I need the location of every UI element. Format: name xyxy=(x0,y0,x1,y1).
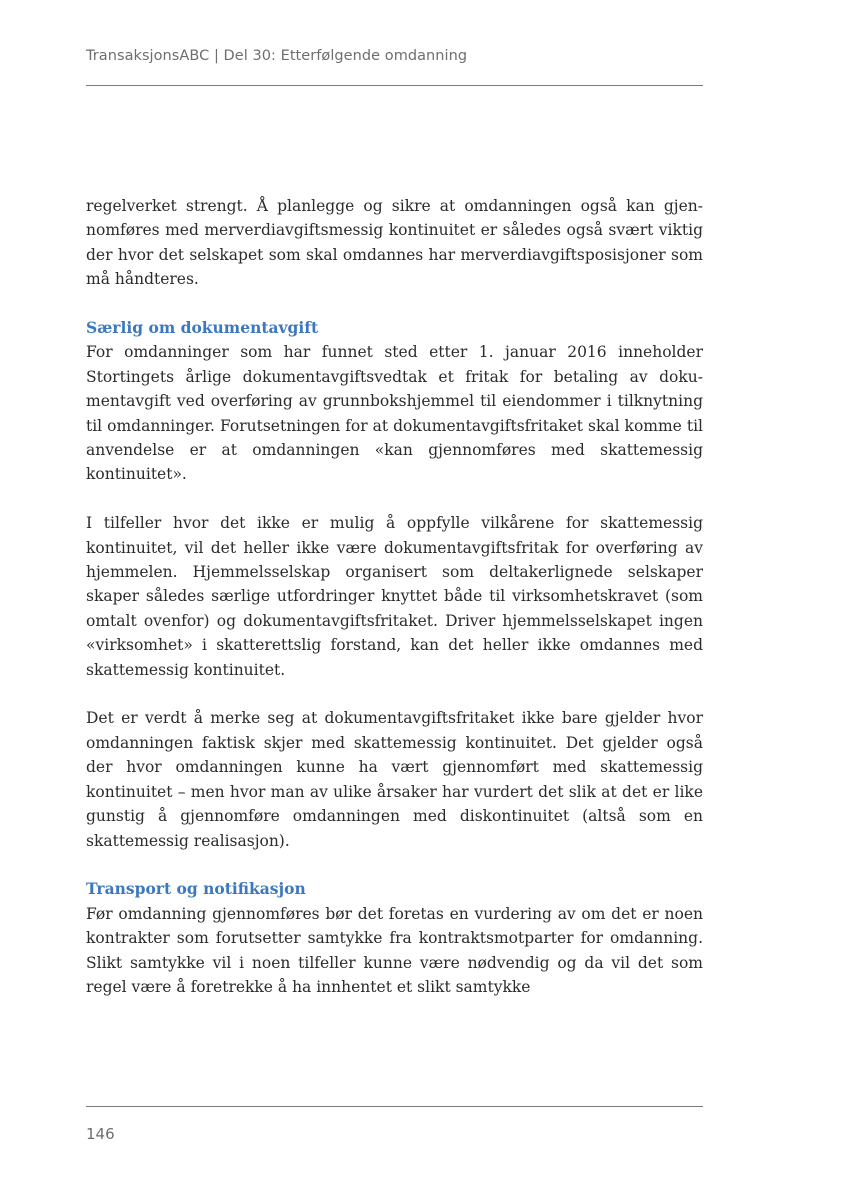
paragraph: For omdanninger som har funnet sted etter 1. januar 2016 inneholder Stortingets årlige dokumentavgiftsvedtak et fritak for betaling av dokumentavgift ved overføring av grunnbokshjemmel til eiendommer i tilknytning til omdanninger. Forutsetningen for at dokumentavgiftsfritaket skal komme til anvendelse er at omdanningen «kan gjennomføres med skattemessig kontinuitet». xyxy=(86,343,703,484)
paragraph-spacer xyxy=(86,487,703,511)
paragraph: Før omdanning gjennomføres bør det foretas en vurdering av om det er noen kontrakter som forutsetter samtykke fra kontraktsmotparter for omdanning. Slikt samtykke vil i noen tilfeller kunne være nødvendig og da vil det som regel være å foretrekke å ha innhentet et slikt samtykke xyxy=(86,904,703,996)
page-number: 146 xyxy=(86,1125,115,1143)
paragraph-spacer xyxy=(86,292,703,316)
running-header: TransaksjonsABC | Del 30: Etterfølgende omdanning xyxy=(86,48,468,64)
paragraph: regelverket strengt. Å planlegge og sikre at omdanningen også kan gjennomføres med merverdiavgiftsmessig kontinuitet er således også svært viktig der hvor det selskapet som skal omdannes har merverdiavgiftsposisjoner som må håndteres. xyxy=(86,197,703,289)
section-heading-transport: Transport og notifikasjon xyxy=(86,879,306,899)
header-divider xyxy=(86,85,703,86)
paragraph: Det er verdt å merke seg at dokumentavgiftsfritaket ikke bare gjelder hvor omdanningen faktisk skjer med skattemessig kontinuitet. Det gjelder også der hvor omdanningen kunne ha vært gjennomført med skattemessig kontinuitet – men hvor man av ulike årsaker har vurdert det slik at det er like gunstig å gjennomføre omdanningen med diskontinuitet (altså som en skattemessig realisasjon). xyxy=(86,709,703,850)
footer-divider xyxy=(86,1106,703,1107)
paragraph-spacer xyxy=(86,682,703,706)
body-text xyxy=(86,194,703,999)
paragraph: I tilfeller hvor det ikke er mulig å oppfylle vilkårene for skattemessig kontinuitet, vil det heller ikke være dokumentavgiftsfritak for overføring av hjemmelen. Hjemmelsselskap organisert som deltakerlignede selskaper skaper således særlige utfordringer knyttet både til virksomhetskravet (som omtalt ovenfor) og dokumentavgiftsfritaket. Driver hjemmelsselskapet ingen «virksomhet» i skatterettslig forstand, kan det heller ikke omdannes med skattemessig kontinuitet. xyxy=(86,514,703,679)
paragraph-spacer xyxy=(86,853,703,877)
section-heading-dokumentavgift: Særlig om dokumentavgift xyxy=(86,318,319,338)
